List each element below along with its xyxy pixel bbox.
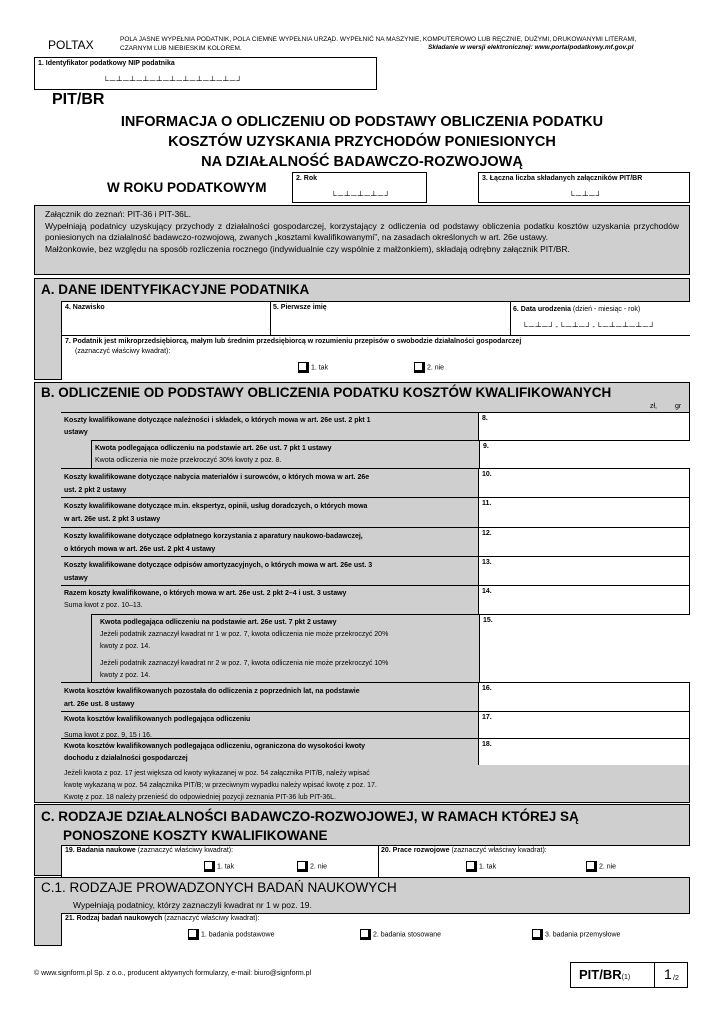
checkbox-icon[interactable] bbox=[414, 362, 425, 373]
sme-field bbox=[61, 335, 690, 380]
field-8[interactable]: 8. bbox=[478, 413, 689, 440]
form-code: PIT/BR bbox=[52, 91, 105, 108]
intro-line3: Małżonkowie, bez względu na sposób rozliczenia rocznego (indywidualnie czy wspólnie z małżonkiem), składają odrębny załącznik PIT/BR. bbox=[45, 243, 570, 254]
surname-field[interactable] bbox=[62, 302, 271, 336]
field-9[interactable]: 9. bbox=[479, 441, 690, 468]
development-field bbox=[378, 846, 690, 877]
birth-date-hint: (dzień - miesiąc - rok) bbox=[572, 306, 641, 313]
development-option-no[interactable]: 2. nie bbox=[586, 861, 616, 872]
footer-copyright: © www.signform.pl Sp. z o.o., producent aktywnych formularzy, e-mail: biuro@signform.pl bbox=[34, 970, 312, 977]
row-14 bbox=[61, 585, 689, 614]
checkbox-icon[interactable] bbox=[532, 929, 543, 940]
form-title bbox=[60, 112, 664, 172]
field-13[interactable]: 13. bbox=[478, 557, 689, 585]
row-15-label: Kwota podlegająca odliczeniu na podstawie art. 26e ust. 7 pkt 2 ustawy Jeżeli podatnik zaznaczył kwadrat nr 1 w poz. 7, kwota odliczenia nie może przekroczyć 20% kwoty z poz. 14. Jeżeli podatnik zaznaczył kwadrat nr 2 w poz. 7, kwota odliczenia nie może przekroczyć 10% kwoty z poz. 14. bbox=[100, 619, 389, 679]
section-c1-title: C.1. RODZAJE PROWADZONYCH BADAŃ NAUKOWYCH bbox=[41, 880, 397, 895]
form-title-line2: KOSZTÓW UZYSKANIA PRZYCHODÓW PONIESIONYCH bbox=[168, 134, 556, 150]
section-c-fields bbox=[61, 845, 690, 877]
row-15 bbox=[91, 614, 689, 682]
field-18[interactable]: 18. bbox=[478, 739, 689, 765]
section-c-title: C. RODZAJE DZIAŁALNOŚCI BADAWCZO-ROZWOJOWEJ, W RAMACH KTÓREJ SĄ PONOSZONE KOSZTY KWALIFIKOWANE bbox=[41, 809, 579, 843]
section-a bbox=[34, 278, 690, 380]
footer-page: 1 bbox=[664, 966, 672, 982]
section-c1 bbox=[34, 877, 690, 946]
section-a-title: A. DANE IDENTYFIKACYJNE PODATNIKA bbox=[41, 282, 310, 297]
research-type-applied[interactable]: 2. badania stosowane bbox=[360, 929, 441, 940]
sme-yes-label: 1. tak bbox=[310, 364, 329, 372]
sme-no-label: 2. nie bbox=[426, 364, 445, 372]
row-12-label: Koszty kwalifikowane dotyczące odpłatnego korzystania z aparatury naukowo-badawczej, o których mowa w art. 26e ust. 2 pkt 4 ustawy bbox=[64, 533, 363, 553]
row-11-label: Koszty kwalifikowane dotyczące m.in. ekspertyz, opinii, usług doradczych, o których mowa w art. 26e ust. 2 pkt 3 ustawy bbox=[64, 503, 368, 523]
attachments-count-label: 3. Łączna liczba składanych załączników PIT/BR bbox=[482, 175, 643, 182]
row-17-label: Kwota kosztów kwalifikowanych podlegająca odliczeniu Suma kwot z poz. 9, 15 i 16. bbox=[64, 716, 251, 739]
checkbox-icon[interactable] bbox=[586, 861, 597, 872]
nip-field[interactable] bbox=[34, 57, 377, 90]
year-label-num: 2. Rok bbox=[296, 175, 318, 182]
sme-option-yes[interactable] bbox=[298, 362, 328, 373]
field-12[interactable]: 12. bbox=[478, 528, 689, 556]
year-label: W ROKU PODATKOWYM bbox=[107, 180, 267, 195]
sme-option-no[interactable] bbox=[414, 362, 444, 373]
footer-form-code bbox=[570, 962, 688, 988]
electronic-submission: Składanie w wersji elektronicznej: www.portalpodatkowy.mf.gov.pl bbox=[428, 44, 634, 51]
row-10-label: Koszty kwalifikowane dotyczące nabycia materiałów i surowców, o których mowa w art. 26e ust. 2 pkt 2 ustawy bbox=[64, 474, 370, 494]
sme-label: 7. Podatnik jest mikroprzedsiębiorcą, małym lub średnim przedsiębiorcą w rozumieniu przepisów o swobodzie działalności gospodarczej bbox=[65, 338, 522, 345]
research-option-yes[interactable]: 1. tak bbox=[204, 861, 234, 872]
development-option-yes[interactable]: 1. tak bbox=[466, 861, 496, 872]
intro-line2: Wypełniają podatnicy uzyskujący przychody z działalności gospodarczej, korzystający z odliczenia od podstawy obliczenia podatku kosztów uzyskania przychodów poniesionych na działalność badawczo-rozwojową, zwanych „kosztami kwalifikowanymi”, na zasadach określonych w art. 26e ustawy. bbox=[45, 220, 679, 242]
row-10 bbox=[61, 468, 689, 497]
research-hint: (zaznaczyć właściwy kwadrat): bbox=[137, 847, 234, 854]
research-type-hint: (zaznaczyć właściwy kwadrat): bbox=[164, 915, 260, 922]
row-12 bbox=[61, 527, 689, 556]
intro-box bbox=[34, 205, 690, 275]
birth-date-boxes: └─┴─┘-└─┴─┘-└─┴─┴─┴─┘ bbox=[522, 322, 657, 331]
research-option-no[interactable]: 2. nie bbox=[297, 861, 327, 872]
development-label: 20. Prace rozwojowe bbox=[381, 847, 450, 854]
research-type-label: 21. Rodzaj badań naukowych bbox=[65, 915, 163, 922]
checkbox-icon[interactable] bbox=[204, 861, 215, 872]
section-c1-note: Wypełniają podatnicy, którzy zaznaczyli kwadrat nr 1 w poz. 19. bbox=[73, 900, 312, 910]
section-b bbox=[34, 382, 690, 803]
field-17[interactable]: 17. bbox=[478, 712, 689, 738]
section-b-title: B. ODLICZENIE OD PODSTAWY OBLICZENIA PODATKU KOSZTÓW KWALIFIKOWANYCH bbox=[41, 385, 612, 400]
field-11[interactable]: 11. bbox=[478, 498, 689, 527]
year-field[interactable] bbox=[292, 172, 427, 203]
field-16[interactable]: 16. bbox=[478, 683, 689, 711]
form-title-line3: NA DZIAŁALNOŚĆ BADAWCZO-ROZWOJOWĄ bbox=[201, 154, 523, 170]
research-field bbox=[62, 846, 379, 877]
row-13 bbox=[61, 556, 689, 585]
name-row bbox=[61, 301, 690, 336]
instructions: POLA JASNE WYPEŁNIA PODATNIK, POLA CIEMNE WYPEŁNIA URZĄD. WYPEŁNIĆ NA MASZYNIE, KOMPUTEROWO LUB RĘCZNIE, DUŻYMI, DRUKOWANYMI LITERAMI, CZARNYM LUB NIEBIESKIM KOLOREM. bbox=[120, 36, 637, 52]
currency-zl: zł, bbox=[650, 403, 657, 410]
row-11 bbox=[61, 497, 689, 527]
row-9 bbox=[91, 440, 689, 468]
checkbox-icon[interactable] bbox=[188, 929, 199, 940]
checkbox-icon[interactable] bbox=[297, 861, 308, 872]
row-8-label: Koszty kwalifikowane dotyczące należności i składek, o których mowa w art. 26e ust. 2 pkt 1 ustawy bbox=[64, 417, 371, 436]
nip-digit-boxes: └─┴─┴─┴─┴─┴─┴─┴─┴─┴─┘ bbox=[103, 76, 244, 85]
footer-pages: /2 bbox=[673, 975, 679, 982]
checkbox-icon[interactable] bbox=[466, 861, 477, 872]
development-hint: (zaznaczyć właściwy kwadrat): bbox=[451, 847, 547, 854]
section-c bbox=[34, 804, 690, 876]
row-16 bbox=[61, 682, 689, 711]
field-14[interactable]: 14. bbox=[478, 586, 689, 614]
currency-gr: gr bbox=[675, 403, 682, 410]
field-10[interactable]: 10. bbox=[478, 469, 689, 497]
footer-version: (1) bbox=[621, 974, 631, 981]
checkbox-icon[interactable] bbox=[360, 929, 371, 940]
birth-date-label: 6. Data urodzenia bbox=[513, 306, 571, 313]
field-15[interactable]: 15. bbox=[479, 615, 690, 682]
research-type-industrial[interactable]: 3. badania przemysłowe bbox=[532, 929, 620, 940]
attachments-count-field[interactable] bbox=[478, 172, 690, 203]
research-type-basic[interactable]: 1. badania podstawowe bbox=[188, 929, 275, 940]
year-digit-boxes: └─┴─┴─┴─┘ bbox=[331, 191, 392, 200]
row-13-label: Koszty kwalifikowane dotyczące odpisów amortyzacyjnych, o których mowa w art. 26e ust. 3 ustawy bbox=[64, 562, 373, 582]
surname-label: 4. Nazwisko bbox=[65, 304, 105, 311]
row-14-label: Razem koszty kwalifikowane, o których mowa w art. 26e ust. 2 pkt 2–4 i ust. 3 ustawy Suma kwot z poz. 10–13. bbox=[64, 590, 347, 609]
footer-code: PIT/BR bbox=[579, 967, 622, 982]
row-8 bbox=[61, 412, 689, 440]
brand: POLTAX bbox=[48, 38, 94, 52]
form-title-line1: INFORMACJA O ODLICZENIU OD PODSTAWY OBLICZENIA PODATKU bbox=[120, 114, 604, 130]
nip-label: 1. Identyfikator podatkowy NIP podatnika bbox=[38, 60, 175, 67]
birth-date-field[interactable] bbox=[510, 302, 690, 336]
first-name-field[interactable] bbox=[270, 302, 511, 336]
checkbox-icon[interactable] bbox=[298, 362, 309, 373]
research-type-field bbox=[61, 913, 690, 946]
row-17 bbox=[61, 711, 689, 738]
research-label: 19. Badania naukowe bbox=[65, 847, 136, 854]
attachments-digit-boxes: └─┴─┘ bbox=[569, 191, 603, 200]
row-9-label: Kwota podlegająca odliczeniu na podstawie art. 26e ust. 7 pkt 1 ustawy Kwota odliczenia nie może przekroczyć 30% kwoty z poz. 8. bbox=[95, 445, 332, 464]
intro-line1: Załącznik do zeznań: PIT-36 i PIT-36L. bbox=[45, 209, 191, 219]
sme-hint: (zaznaczyć właściwy kwadrat): bbox=[75, 348, 171, 355]
row-18-label: Kwota kosztów kwalifikowanych podlegająca odliczeniu, ograniczona do wysokości kwoty dochodu z działalności gospodarczej Jeżeli kwota z poz. 17 jest większa od kwoty wykazanej w poz. 54 załącznika PIT/B, należy wpisać kwotę wykazaną w poz. 54 załącznika PIT/B; w przeciwnym wypadku należy wpisać kwotę z poz. 17. Kwotę z poz. 18 należy przenieść do odpowiedniej pozycji zeznania PIT-36 lub PIT-36L. bbox=[64, 743, 377, 801]
row-18 bbox=[61, 738, 689, 802]
first-name-label: 5. Pierwsze imię bbox=[273, 304, 327, 311]
row-16-label: Kwota kosztów kwalifikowanych pozostała do odliczenia z poprzednich lat, na podstawie art. 26e ust. 8 ustawy bbox=[64, 688, 360, 708]
